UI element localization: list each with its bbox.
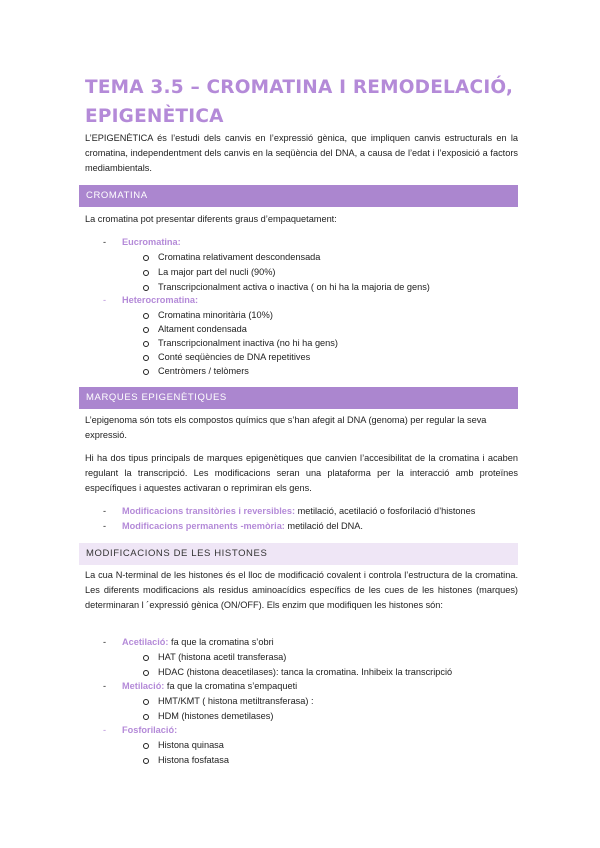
- bullet-icon: [143, 285, 149, 291]
- bullet-icon: [143, 341, 149, 347]
- bullet-icon: [143, 255, 149, 261]
- intro-paragraph: L’EPIGENÈTICA és l’estudi dels canvis en l’expressió gènica, que impliquen canvis estructurals en la cromatina, independentment dels canvis en la seqüència del DNA, a causa de l’edat i l’exposició a factors mediambientals.: [85, 133, 518, 173]
- fosforilacio-label: Fosforilació:: [122, 725, 178, 735]
- cromatina-lead: La cromatina pot presentar diferents graus d’empaquetament:: [85, 214, 337, 224]
- list-item: Conté seqüències de DNA repetitives: [158, 352, 311, 362]
- list-dash: -: [103, 725, 107, 735]
- list-dash: -: [103, 237, 107, 247]
- heterocromatina-label: Heterocromatina:: [122, 295, 199, 305]
- bullet-icon: [143, 699, 149, 705]
- bullet-icon: [143, 758, 149, 764]
- bullet-icon: [143, 743, 149, 749]
- list-item: Cromatina relativament descondensada: [158, 252, 321, 262]
- histones-paragraph: La cua N-terminal de les histones és el lloc de modificació covalent i controla l’estructura de la cromatina. Les diferents modificacions als residus aminoacídics específics de les cues de les histones (marques) determinaran l ´expressió gènica (ON/OFF). Els enzim que modifiquen les histones són:: [85, 570, 518, 610]
- list-item: La major part del nucli (90%): [158, 267, 276, 277]
- acetilacio-text: fa que la cromatina s’obri: [168, 637, 274, 647]
- list-item: HMT/KMT ( histona metiltransferasa) :: [158, 696, 314, 706]
- permanents-text: metilació del DNA.: [284, 521, 363, 531]
- list-item-acetilacio: [122, 635, 274, 649]
- list-item: Transcripcionalment activa o inactiva ( on hi ha la majoria de gens): [158, 282, 430, 292]
- eucromatina-label: Eucromatina:: [122, 237, 181, 247]
- list-item: HAT (histona acetil transferasa): [158, 652, 287, 662]
- marques-paragraph-2: Hi ha dos tipus principals de marques epigenètiques que canvien l’accesibilitat de la cromatina i acaben regulant la transcripció. Les modificacions seran una plataforma per la interacció amb proteïnes específiques i aquestes activaran o reprimiran els gens.: [85, 453, 518, 493]
- bullet-icon: [143, 355, 149, 361]
- bullet-icon: [143, 670, 149, 676]
- bullet-icon: [143, 714, 149, 720]
- list-item: Cromatina minoritària (10%): [158, 310, 273, 320]
- list-item: HDM (histones demetilases): [158, 711, 274, 721]
- list-dash: -: [103, 521, 107, 531]
- list-item-metilacio: [122, 679, 297, 693]
- acetilacio-label: Acetilació:: [122, 637, 169, 647]
- bullet-icon: [143, 270, 149, 276]
- list-dash: -: [103, 295, 107, 305]
- permanents-label: Modificacions permanents -memòria:: [122, 521, 285, 531]
- transitories-label: Modificacions transitòries i reversibles:: [122, 506, 296, 516]
- list-item-transitories: [122, 504, 475, 518]
- list-item: HDAC (histona deacetilases): tanca la cromatina. Inhibeix la transcripció: [158, 667, 453, 677]
- marques-paragraph-1: L’epigenoma són tots els compostos químics que s’han afegit al DNA (genoma) per regular la seva expressió.: [85, 415, 487, 440]
- bullet-icon: [143, 313, 149, 319]
- list-item: Transcripcionalment inactiva (no hi ha gens): [158, 338, 338, 348]
- list-item-permanents: [122, 519, 363, 533]
- list-dash: -: [103, 637, 107, 647]
- list-dash: -: [103, 506, 107, 516]
- section-heading-histones: MODIFICACIONS DE LES HISTONES: [79, 543, 518, 565]
- bullet-icon: [143, 327, 149, 333]
- page-title: TEMA 3.5 – CROMATINA I REMODELACIÓ, EPIGENÈTICA: [85, 77, 514, 127]
- bullet-icon: [143, 655, 149, 661]
- list-item: Histona quinasa: [158, 740, 224, 750]
- list-item: Altament condensada: [158, 324, 247, 334]
- list-dash: -: [103, 681, 107, 691]
- section-heading-cromatina: CROMATINA: [79, 185, 518, 207]
- metilacio-label: Metilació:: [122, 681, 165, 691]
- bullet-icon: [143, 369, 149, 375]
- metilacio-text: fa que la cromatina s’empaqueti: [164, 681, 298, 691]
- list-item: Centròmers / telòmers: [158, 366, 249, 376]
- list-item: Histona fosfatasa: [158, 755, 229, 765]
- section-heading-marques: MARQUES EPIGENÈTIQUES: [79, 387, 518, 409]
- transitories-text: metilació, acetilació o fosforilació d’histones: [295, 506, 476, 516]
